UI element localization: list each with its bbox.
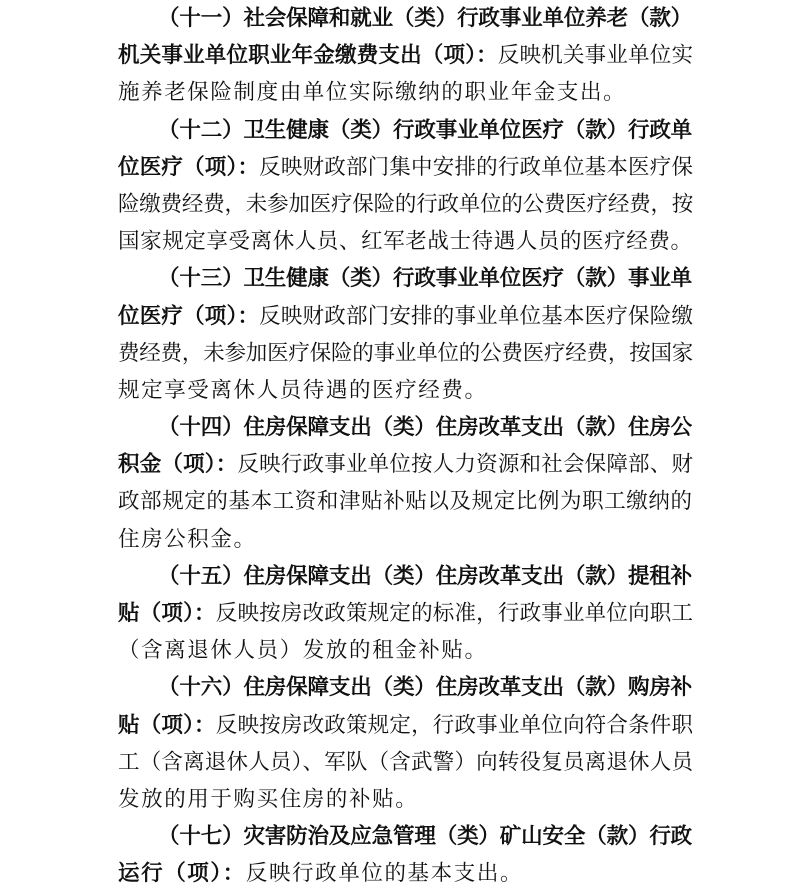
text-line: [118, 632, 692, 669]
item-description: 工（含离退休人员）、军队（含武警）向转役复员离退休人员: [118, 749, 694, 775]
item-heading: （十三）卫生健康（类）行政事业单位医疗（款）事业单: [158, 266, 692, 292]
document-page: [118, 0, 692, 893]
item-description: 发放的用于购买住房的补贴。: [118, 786, 419, 812]
item-description: 反映行政单位的基本支出。: [245, 861, 524, 887]
text-line: [118, 186, 692, 223]
text-line: [118, 335, 692, 372]
item-description: 住房公积金。: [118, 526, 257, 552]
item-description: 反映按房改政策规定的标准，行政事业单位向职工: [215, 601, 694, 626]
item-description: 反映按房改政策规定，行政事业单位向符合条件职: [215, 712, 694, 738]
text-line: [118, 521, 692, 558]
item-heading: 积金（项）：: [118, 452, 238, 478]
item-description: 险缴费经费，未参加医疗保险的行政单位的公费医疗经费，按: [118, 191, 694, 217]
item-description: 反映行政事业单位按人力资源和社会保障部、财: [237, 452, 694, 478]
text-line: [118, 855, 692, 892]
item-description: 国家规定享受离休人员、红军老战士待遇人员的医疗经费。: [118, 229, 693, 255]
item-description: 反映财政部门安排的事业单位基本医疗保险缴: [259, 303, 694, 329]
item-description: 反映机关事业单位实: [497, 43, 694, 69]
item-heading: 位医疗（项）：: [118, 303, 260, 329]
text-line: [118, 0, 692, 37]
paragraph-11: [118, 0, 692, 112]
paragraph-17: [118, 818, 692, 892]
paragraph-12: [118, 112, 692, 261]
paragraph-13: [118, 260, 692, 409]
item-description: 反映财政部门集中安排的行政单位基本医疗保: [259, 154, 694, 180]
text-line: [118, 558, 692, 595]
item-heading: （十六）住房保障支出（类）住房改革支出（款）购房补: [158, 675, 692, 701]
item-heading: 贴（项）：: [118, 712, 216, 738]
text-line: [118, 372, 692, 409]
text-line: [118, 669, 692, 706]
text-line: [118, 74, 692, 111]
item-heading: （十七）灾害防治及应急管理（类）矿山安全（款）行政: [158, 824, 692, 850]
item-heading: 机关事业单位职业年金缴费支出（项）：: [118, 43, 498, 69]
text-line: [118, 483, 692, 520]
text-line: [118, 781, 692, 818]
text-line: [118, 446, 692, 483]
text-line: [118, 223, 692, 260]
item-description: 规定享受离休人员待遇的医疗经费。: [118, 377, 488, 403]
text-line: [118, 260, 692, 297]
text-line: [118, 37, 692, 74]
item-heading: （十五）住房保障支出（类）住房改革支出（款）提租补: [158, 563, 692, 589]
item-heading: 位医疗（项）：: [118, 154, 260, 180]
text-line: [118, 744, 692, 781]
text-line: [118, 818, 692, 855]
text-line: [118, 707, 692, 744]
paragraph-15: [118, 558, 692, 670]
text-line: [118, 298, 692, 335]
item-description: （含离退休人员）发放的租金补贴。: [118, 638, 488, 664]
item-description: 政部规定的基本工资和津贴补贴以及规定比例为职工缴纳的: [118, 489, 693, 515]
text-line: [118, 409, 692, 446]
item-heading: 运行（项）：: [118, 861, 246, 887]
text-line: [118, 595, 692, 632]
item-heading: （十四）住房保障支出（类）住房改革支出（款）住房公: [158, 415, 692, 441]
paragraph-16: [118, 669, 692, 818]
text-line: [118, 149, 692, 186]
item-heading: （十二）卫生健康（类）行政事业单位医疗（款）行政单: [158, 117, 692, 143]
item-heading: 贴（项）：: [118, 601, 216, 626]
item-description: 施养老保险制度由单位实际缴纳的职业年金支出。: [118, 80, 627, 106]
item-description: 费经费，未参加医疗保险的事业单位的公费医疗经费，按国家: [118, 340, 694, 366]
paragraph-14: [118, 409, 692, 558]
text-line: [118, 112, 692, 149]
item-heading: （十一）社会保障和就业（类）行政事业单位养老（款）: [158, 6, 692, 31]
